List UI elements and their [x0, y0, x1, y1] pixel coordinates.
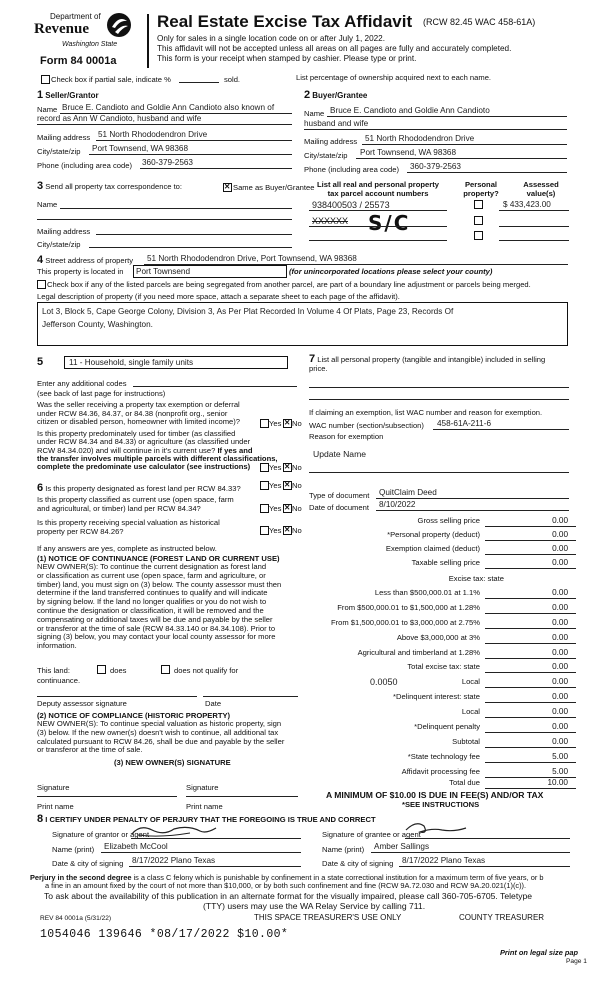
- notice1-line-8: or transferor at the time of sale (RCW 84.33.140 or 84.34.108). Prior to: [37, 623, 276, 633]
- fee-label: From $1,500,000.01 to $3,000,000 at 2.75%: [330, 618, 480, 627]
- forest-yes-checkbox[interactable]: [260, 481, 269, 490]
- notice1-line-3: timber) land, you must sign on (3) below. The county assessor must then: [37, 579, 282, 589]
- correspondence-mailing-label: Mailing address: [37, 227, 91, 236]
- new-owner-signature-label-2: Signature: [186, 783, 219, 792]
- if-any-yes-note: If any answers are yes, complete as instructed below.: [37, 544, 217, 553]
- fee-line: [485, 628, 576, 629]
- buyer-name-line-1: [327, 116, 567, 117]
- fee-label: Agricultural and timberland at 1.28%: [357, 648, 480, 657]
- seller-mailing-label: Mailing address: [37, 133, 91, 142]
- buyer-name-2[interactable]: husband and wife: [304, 119, 369, 128]
- seller-heading-number: 1: [37, 89, 44, 101]
- historic-no-checkbox[interactable]: [283, 526, 292, 535]
- grantee-date-label: Date & city of signing: [322, 859, 394, 868]
- partial-sale-label: Check box if partial sale, indicate %: [51, 75, 171, 84]
- fee-row: [300, 516, 576, 528]
- fee-row: [300, 648, 576, 660]
- seller-heading: [37, 89, 99, 101]
- fee-value[interactable]: 0.00: [552, 530, 568, 539]
- section7-label-2: price.: [309, 364, 328, 373]
- fee-line: [485, 643, 576, 644]
- notice1-line-10: information.: [37, 641, 77, 651]
- fee-row: [300, 558, 576, 570]
- notice2-line-1: NEW OWNER(S): To continue special valuation as historic property, sign: [37, 719, 282, 728]
- reason-line[interactable]: [309, 472, 569, 473]
- correspondence-name-label: Name: [37, 200, 58, 209]
- seller-phone[interactable]: 360-379-2563: [142, 158, 193, 167]
- q1-no-label: No: [292, 419, 302, 428]
- historic-yes-label: Yes: [269, 526, 282, 535]
- grantor-date-line: [129, 866, 301, 867]
- segregated-checkbox[interactable]: [37, 280, 46, 289]
- fee-value[interactable]: 0.00: [552, 737, 568, 746]
- fee-row: [300, 778, 576, 790]
- fee-row: [300, 588, 576, 600]
- notice-continuance-title: (1) NOTICE OF CONTINUANCE (FOREST LAND OR CURRENT USE): [37, 554, 280, 563]
- grantor-signature-line: [131, 838, 301, 839]
- seller-city-line: [89, 154, 292, 155]
- q1-line-2: under RCW 84.36, 84.37, or 84.38 (nonprofit org., senior: [37, 408, 228, 418]
- treasurer-receipt-stamp: 1054046 139646 *08/17/2022 $10.00*: [40, 928, 289, 941]
- exemption-instructions: If claiming an exemption, list WAC number and reason for exemption.: [309, 408, 543, 417]
- partial-sold-label: sold.: [224, 75, 241, 84]
- fee-value[interactable]: 0.00: [552, 707, 568, 716]
- revision-label: REV 84 0001a (5/31/22): [40, 915, 112, 922]
- fee-value[interactable]: 0.00: [552, 648, 568, 657]
- q1-yes-checkbox[interactable]: [260, 419, 269, 428]
- grantee-name-label: Name (print): [322, 845, 365, 854]
- wac-number[interactable]: 458-61A-211-6: [437, 419, 492, 428]
- perjury-line-1: is a class C felony which is punishable by confinement in a state correctional institution for a maximum term of five years, or b: [131, 873, 544, 882]
- section7-label-1: List all personal property (tangible and intangible) included in selling: [317, 355, 546, 364]
- fee-label: Taxable selling price: [411, 558, 480, 567]
- assessed-line-2[interactable]: [499, 226, 569, 227]
- forest-yes-label: Yes: [269, 481, 282, 490]
- current-use-no-label: No: [292, 504, 302, 513]
- see-back-note: (see back of last page for instructions): [37, 389, 166, 398]
- reason-for-exemption[interactable]: Update Name: [313, 449, 367, 459]
- personal-property-line-2[interactable]: [309, 399, 569, 400]
- buyer-name-label: Name: [304, 109, 325, 118]
- forest-question: [37, 482, 241, 494]
- q2-no-checkbox[interactable]: [283, 463, 292, 472]
- current-use-yes-checkbox[interactable]: [260, 504, 269, 513]
- land-use-select[interactable]: 11 - Household, single family units: [64, 356, 288, 369]
- grantee-date-city[interactable]: 8/17/2022 Plano Texas: [402, 856, 486, 865]
- grantor-name-label: Name (print): [52, 845, 95, 854]
- fee-row: [300, 530, 576, 542]
- fee-label: *Delinquent interest: state: [393, 692, 480, 701]
- timber-question: [37, 430, 278, 471]
- seller-name-2[interactable]: record as Ann W Candioto, husband and wife: [37, 114, 202, 123]
- seller-city-label: City/state/zip: [37, 147, 81, 156]
- q2-bold-2: the transfer involves multiple parcels with different classifications,: [37, 453, 278, 463]
- correspondence-city-label: City/state/zip: [37, 240, 81, 249]
- deputy-date-label: Date: [205, 699, 222, 708]
- fee-line: [485, 732, 576, 733]
- fee-value[interactable]: 0.00: [552, 618, 568, 627]
- new-owner-signature-line-2[interactable]: [186, 796, 298, 797]
- correspondence-label: Send all property tax correspondence to:: [45, 182, 183, 191]
- fee-label: Total excise tax: state: [407, 662, 480, 671]
- fee-line: [485, 526, 576, 527]
- notice1-line-9: signing (3) below, you may contact your local county assessor for more: [37, 632, 276, 642]
- county-treasurer-label: COUNTY TREASURER: [459, 913, 545, 922]
- dor-logo: [34, 12, 134, 48]
- fee-label: Total due: [449, 778, 480, 787]
- correspondence-heading: [37, 180, 182, 192]
- street-address[interactable]: 51 North Rhododendron Drive, Port Townsend, WA 98368: [147, 254, 357, 263]
- header-note-1: Only for sales in a single location code on or after July 1, 2022.: [157, 34, 386, 43]
- see-instructions-note: *SEE INSTRUCTIONS: [402, 800, 480, 809]
- treasurer-use-label: THIS SPACE TREASURER'S USE ONLY: [254, 913, 402, 922]
- legal-size-note: Print on legal size pap: [500, 948, 579, 957]
- notice2-line-4: or transferor at the time of sale.: [37, 745, 143, 755]
- buyer-heading-text: Buyer/Grantee: [312, 91, 368, 100]
- q2-bold-1: If yes and: [217, 445, 253, 455]
- fee-line: [485, 568, 576, 569]
- fee-value[interactable]: 0.00: [552, 588, 568, 597]
- fee-value[interactable]: 10.00: [547, 778, 568, 787]
- notice-continuance-body: [37, 563, 281, 651]
- perjury-line-2: a fine in an amount fixed by the court of not more than $10,000, or by both such confinement and fine (RCW 9A.72.030 and RCW 9A.20.021(1)(c)).: [45, 881, 527, 890]
- reason-label: Reason for exemption: [309, 432, 384, 441]
- fee-row: [300, 603, 576, 615]
- buyer-mailing-label: Mailing address: [304, 137, 358, 146]
- segregated-label: Check box if any of the listed parcels are being segregated from another parcel, are part of a boundary line adjustment or parcels being merged.: [47, 280, 531, 289]
- grantee-signature-scribble[interactable]: [402, 820, 472, 838]
- personal-property-heading: [309, 355, 545, 373]
- grantee-name-line: [371, 852, 570, 853]
- ownership-note: List percentage of ownership acquired next to each name.: [296, 73, 492, 82]
- historic-question: [37, 518, 220, 536]
- historic-no-label: No: [292, 526, 302, 535]
- fee-line: [485, 702, 576, 703]
- new-owner-signature-line-1[interactable]: [37, 796, 177, 797]
- fee-row: [300, 618, 576, 630]
- buyer-phone[interactable]: 360-379-2563: [410, 162, 461, 171]
- grantor-name-line: [101, 852, 301, 853]
- grantor-date-label: Date & city of signing: [52, 859, 124, 868]
- fee-label: Affidavit processing fee: [401, 767, 480, 776]
- form-rcw: (RCW 82.45 WAC 458-61A): [423, 17, 536, 27]
- wac-label: WAC number (section/subsection): [309, 421, 424, 430]
- doc-type-line: [376, 498, 569, 499]
- fee-row: [300, 692, 576, 704]
- deputy-date-line[interactable]: [203, 696, 298, 697]
- notice-compliance-body: [37, 720, 284, 755]
- fee-value[interactable]: 5.00: [552, 767, 568, 776]
- forest-question-text: Is this property designated as forest land per RCW 84.33?: [45, 484, 241, 493]
- correspondence-number: 3: [37, 180, 44, 192]
- personal-property-column-header: Personal property?: [463, 180, 499, 198]
- notice2-line-3: calculated pursuant to RCW 84.26, shall be due and payable by the seller: [37, 736, 285, 746]
- does-label: does: [110, 666, 127, 675]
- q6b-line-1: Is this property classified as current use (open space, farm: [37, 495, 234, 504]
- q2-yes-checkbox[interactable]: [260, 463, 269, 472]
- logo-state: Washington State: [62, 41, 118, 48]
- located-note: (for unincorporated locations please select your county): [289, 267, 493, 276]
- fee-line: [485, 672, 576, 673]
- buyer-phone-line: [407, 172, 567, 173]
- this-land-label: This land:: [37, 666, 70, 675]
- buyer-name-line-2: [304, 129, 567, 130]
- fee-label: Exemption claimed (deduct): [385, 544, 480, 553]
- seller-phone-label: Phone (including area code): [37, 161, 132, 170]
- fee-row: [300, 677, 576, 689]
- seller-name-1[interactable]: Bruce E. Candioto and Goldie Ann Candioto also known of: [62, 103, 275, 112]
- additional-codes-line[interactable]: [133, 386, 297, 387]
- correspondence-name-line[interactable]: [60, 208, 292, 209]
- fee-value[interactable]: 5.00: [552, 752, 568, 761]
- fee-label: Excise tax: state: [448, 574, 504, 583]
- fee-value[interactable]: 0.00: [552, 516, 568, 525]
- q2-bold-3: complete the predominate use calculator (see instructions): [37, 462, 251, 472]
- fee-value[interactable]: 0.00: [552, 603, 568, 612]
- doc-date-line: [376, 510, 569, 511]
- seller-mailing[interactable]: 51 North Rhododendron Drive: [98, 130, 208, 139]
- q1-line-3: citizen or disabled person, homeowner with limited income)?: [37, 417, 241, 427]
- fee-row: [300, 574, 576, 586]
- fee-row: [300, 633, 576, 645]
- street-number: 4: [37, 254, 44, 266]
- fee-label: Local: [461, 707, 480, 716]
- header-divider: [147, 14, 149, 68]
- fee-value[interactable]: 0.00: [552, 662, 568, 671]
- forest-no-checkbox[interactable]: [283, 481, 292, 490]
- parcel-line-2: [309, 226, 447, 227]
- q1-line-1: Was the seller receiving a property tax exemption or deferral: [37, 400, 240, 409]
- doc-type-label: Type of document: [309, 491, 370, 500]
- fee-line: [485, 554, 576, 555]
- current-use-yes-label: Yes: [269, 504, 282, 513]
- header-note-2: This affidavit will not be accepted unless all areas on all pages are fully and accurately completed.: [157, 44, 512, 53]
- logo-revenue: Revenue: [34, 21, 89, 37]
- fee-label: From $500,000.01 to $1,500,000 at 1.28%: [337, 603, 480, 612]
- buyer-name-1[interactable]: Bruce E. Candioto and Goldie Ann Candioto: [330, 106, 490, 115]
- page-number: Page 1: [566, 958, 587, 965]
- historic-yes-checkbox[interactable]: [260, 526, 269, 535]
- seller-phone-line: [140, 168, 292, 169]
- fee-line: [485, 540, 576, 541]
- minimum-due-note: A MINIMUM OF $10.00 IS DUE IN FEE(S) AND/OR TAX: [326, 790, 544, 800]
- legal-description-line-2: Jefferson County, Washington.: [42, 320, 153, 329]
- grantor-date-city[interactable]: 8/17/2022 Plano Texas: [132, 856, 216, 865]
- fee-line: [485, 687, 576, 688]
- located-label: This property is located in: [37, 267, 124, 276]
- new-owner-print-label-2: Print name: [186, 802, 223, 811]
- fee-line: [485, 598, 576, 599]
- q2-line-3: RCW 84.34.020) and will continue in it's current use?: [37, 445, 216, 455]
- parcel-line-3[interactable]: [309, 240, 447, 241]
- fee-value[interactable]: 0.00: [552, 722, 568, 731]
- q2-line-1: Is this property predominately used for timber (as classified: [37, 429, 236, 438]
- grantee-signature-label: Signature of grantee or agent: [322, 830, 421, 839]
- fee-label: Gross selling price: [417, 516, 480, 525]
- does-not-label: does not qualify for: [174, 666, 239, 675]
- doc-date[interactable]: 8/10/2022: [379, 500, 416, 509]
- header-note-3-text: This form is your receipt when stamped by cashier. Please type or print.: [157, 54, 417, 63]
- fee-line: [485, 613, 576, 614]
- partial-sale-checkbox[interactable]: [41, 75, 50, 84]
- notice1-line-7: compensating or additional taxes will be due and payable by the seller: [37, 614, 273, 624]
- notice1-line-6: continue the designation or classification, it will be removed and the: [37, 605, 264, 615]
- assessed-line-1: [499, 210, 569, 211]
- seller-name-line-2: [37, 124, 292, 125]
- form-title: Real Estate Excise Tax Affidavit: [157, 12, 413, 31]
- current-use-question: [37, 495, 234, 513]
- logo-swirl-icon: [106, 12, 132, 38]
- wac-line: [433, 429, 569, 430]
- street-heading: [37, 254, 133, 266]
- q6c-line-2: property per RCW 84.26?: [37, 527, 124, 536]
- notice1-line-2: or classification as current use (open space, farm and agriculture, or: [37, 570, 266, 580]
- fee-value[interactable]: 0.00: [552, 633, 568, 642]
- q2-no-label: No: [292, 463, 302, 472]
- header-note-3: [157, 54, 416, 63]
- fee-label: Local: [461, 677, 480, 686]
- personal-property-checkbox-1[interactable]: [474, 200, 483, 209]
- fee-label: Subtotal: [452, 737, 480, 746]
- legal-description-line-1: Lot 3, Block 5, Cape George Colony, Division 3, As Per Plat Recorded In Volume 4 Of Plats, Page 23, Records Of: [42, 307, 454, 316]
- parcel-handwritten-sc: S/C: [368, 211, 411, 235]
- q6b-line-2: and agricultural, or timber) land per RCW 84.34?: [37, 504, 201, 513]
- perjury-bold: Perjury in the second degree: [30, 873, 132, 882]
- buyer-phone-label: Phone (including area code): [304, 165, 399, 174]
- does-not-qualify-checkbox[interactable]: [161, 665, 170, 674]
- grantee-date-line: [399, 866, 570, 867]
- section8-number: 8: [37, 813, 44, 825]
- fee-line: [485, 747, 576, 748]
- fee-line: [485, 762, 576, 763]
- fee-row: [300, 544, 576, 556]
- fee-row: [300, 752, 576, 764]
- buyer-city-label: City/state/zip: [304, 151, 348, 160]
- fee-value[interactable]: 0.00: [552, 544, 568, 553]
- notice2-line-2: (3) below. If the new owner(s) doesn't wish to continue, all additional tax: [37, 727, 279, 737]
- form-number: Form 84 0001a: [40, 55, 117, 67]
- deputy-signature-label: Deputy assessor signature: [37, 699, 127, 708]
- personal-property-line-1[interactable]: [309, 387, 569, 388]
- assessed-value-column-header: Assessed value(s): [523, 180, 559, 198]
- legal-description-box[interactable]: [37, 302, 568, 346]
- fee-value[interactable]: 0.00: [552, 677, 568, 686]
- parcel-column-header: List all real and personal property tax parcel account numbers: [317, 180, 439, 198]
- fee-label: Above $3,000,000 at 3%: [396, 633, 480, 642]
- q1-no-checkbox[interactable]: [283, 419, 292, 428]
- logo-dept-line: Department of: [50, 12, 101, 21]
- current-use-no-checkbox[interactable]: [283, 504, 292, 513]
- fee-line: [485, 788, 576, 789]
- q2-yes-label: Yes: [269, 463, 282, 472]
- correspondence-mailing-line[interactable]: [96, 234, 292, 235]
- same-as-buyer-checkbox[interactable]: [223, 183, 232, 192]
- fee-label: *State technology fee: [407, 752, 480, 761]
- buyer-city-line: [356, 158, 567, 159]
- doc-type[interactable]: QuitClaim Deed: [379, 488, 437, 497]
- fee-row: [300, 662, 576, 674]
- grantee-name[interactable]: Amber Sallings: [374, 842, 430, 851]
- legal-description-label: Legal description of property (if you need more space, attach a separate sheet to each page of the affidavit).: [37, 292, 400, 301]
- grantor-name[interactable]: Elizabeth McCool: [104, 842, 168, 851]
- q1-yes-label: Yes: [269, 419, 282, 428]
- new-owner-signature-label-1: Signature: [37, 783, 70, 792]
- additional-codes-label: Enter any additional codes: [37, 379, 127, 388]
- doc-date-label: Date of document: [309, 503, 369, 512]
- seller-city[interactable]: Port Townsend, WA 98368: [92, 144, 189, 153]
- personal-property-checkbox-3[interactable]: [474, 231, 483, 240]
- partial-percent-line[interactable]: [179, 82, 219, 83]
- fee-row: [300, 767, 576, 779]
- certify-text: I CERTIFY UNDER PENALTY OF PERJURY THAT THE FOREGOING IS TRUE AND CORRECT: [45, 815, 376, 824]
- does-qualify-checkbox[interactable]: [97, 665, 106, 674]
- continuance-label: continuance.: [37, 676, 81, 685]
- buyer-heading-number: 2: [304, 89, 311, 101]
- forest-no-label: No: [292, 481, 302, 490]
- correspondence-city-line[interactable]: [89, 247, 292, 248]
- assessed-line-3[interactable]: [499, 240, 569, 241]
- fee-row: [300, 722, 576, 734]
- grantee-signature-line: [405, 838, 570, 839]
- q2-line-2: under RCW 84.34 and 84.33) or agriculture (as classified under: [37, 437, 251, 447]
- buyer-heading: [304, 89, 367, 101]
- notice1-line-4: determine if the land transferred continues to qualify and will indicate: [37, 588, 268, 598]
- local-rate[interactable]: 0.0050: [370, 677, 398, 687]
- seller-heading-text: Seller/Grantor: [45, 91, 99, 100]
- tty-note: (TTY) users may use the WA Relay Service by calling 711.: [203, 901, 426, 911]
- availability-note: To ask about the availability of this publication in an alternate format for the visually impaired, please call 360-705-6705. Teletype: [44, 891, 533, 901]
- exemption-question-1: [37, 401, 240, 427]
- parcel-number-1[interactable]: 938400503 / 25573: [312, 200, 390, 210]
- seller-mailing-line: [96, 140, 292, 141]
- assessed-value-1[interactable]: $ 433,423.00: [503, 200, 551, 209]
- section6-number: 6: [37, 482, 44, 494]
- fee-label: Less than $500,000.01 at 1.1%: [374, 588, 480, 597]
- seller-name-label: Name: [37, 105, 58, 114]
- deputy-signature-line[interactable]: [37, 696, 197, 697]
- same-as-buyer-label: Same as Buyer/Grantee: [233, 183, 315, 192]
- grantor-signature-label: Signature of grantor or agent: [52, 830, 150, 839]
- fee-line: [485, 717, 576, 718]
- fee-value[interactable]: 0.00: [552, 558, 568, 567]
- notice1-line-1: NEW OWNER(S): To continue the current designation as forest land: [37, 562, 267, 571]
- fee-label: *Delinquent penalty: [414, 722, 480, 731]
- new-owner-print-label-1: Print name: [37, 802, 74, 811]
- buyer-mailing-line: [362, 144, 567, 145]
- buyer-city[interactable]: Port Townsend, WA 98368: [360, 148, 457, 157]
- notice1-line-5: by signing below. If the land no longer qualifies or you do not wish to: [37, 597, 267, 607]
- land-use-number: 5: [37, 356, 44, 368]
- buyer-mailing[interactable]: 51 North Rhododendron Drive: [365, 134, 475, 143]
- parcel-number-2-struck[interactable]: XXXXXX: [312, 216, 349, 226]
- personal-property-checkbox-2[interactable]: [474, 216, 483, 225]
- location-select[interactable]: Port Townsend: [133, 265, 287, 278]
- fee-row: [300, 707, 576, 719]
- section7-number: 7: [309, 353, 316, 365]
- fee-row: [300, 737, 576, 749]
- fee-label: *Personal property (deduct): [387, 530, 480, 539]
- fee-value[interactable]: 0.00: [552, 692, 568, 701]
- fee-line: [485, 658, 576, 659]
- new-owner-signature-title: (3) NEW OWNER(S) SIGNATURE: [114, 758, 231, 767]
- street-label: Street address of property: [45, 256, 134, 265]
- q6c-line-1: Is this property receiving special valuation as historical: [37, 518, 220, 527]
- notice-compliance-title: (2) NOTICE OF COMPLIANCE (HISTORIC PROPERTY): [37, 711, 231, 720]
- correspondence-name-line-2[interactable]: [37, 219, 292, 220]
